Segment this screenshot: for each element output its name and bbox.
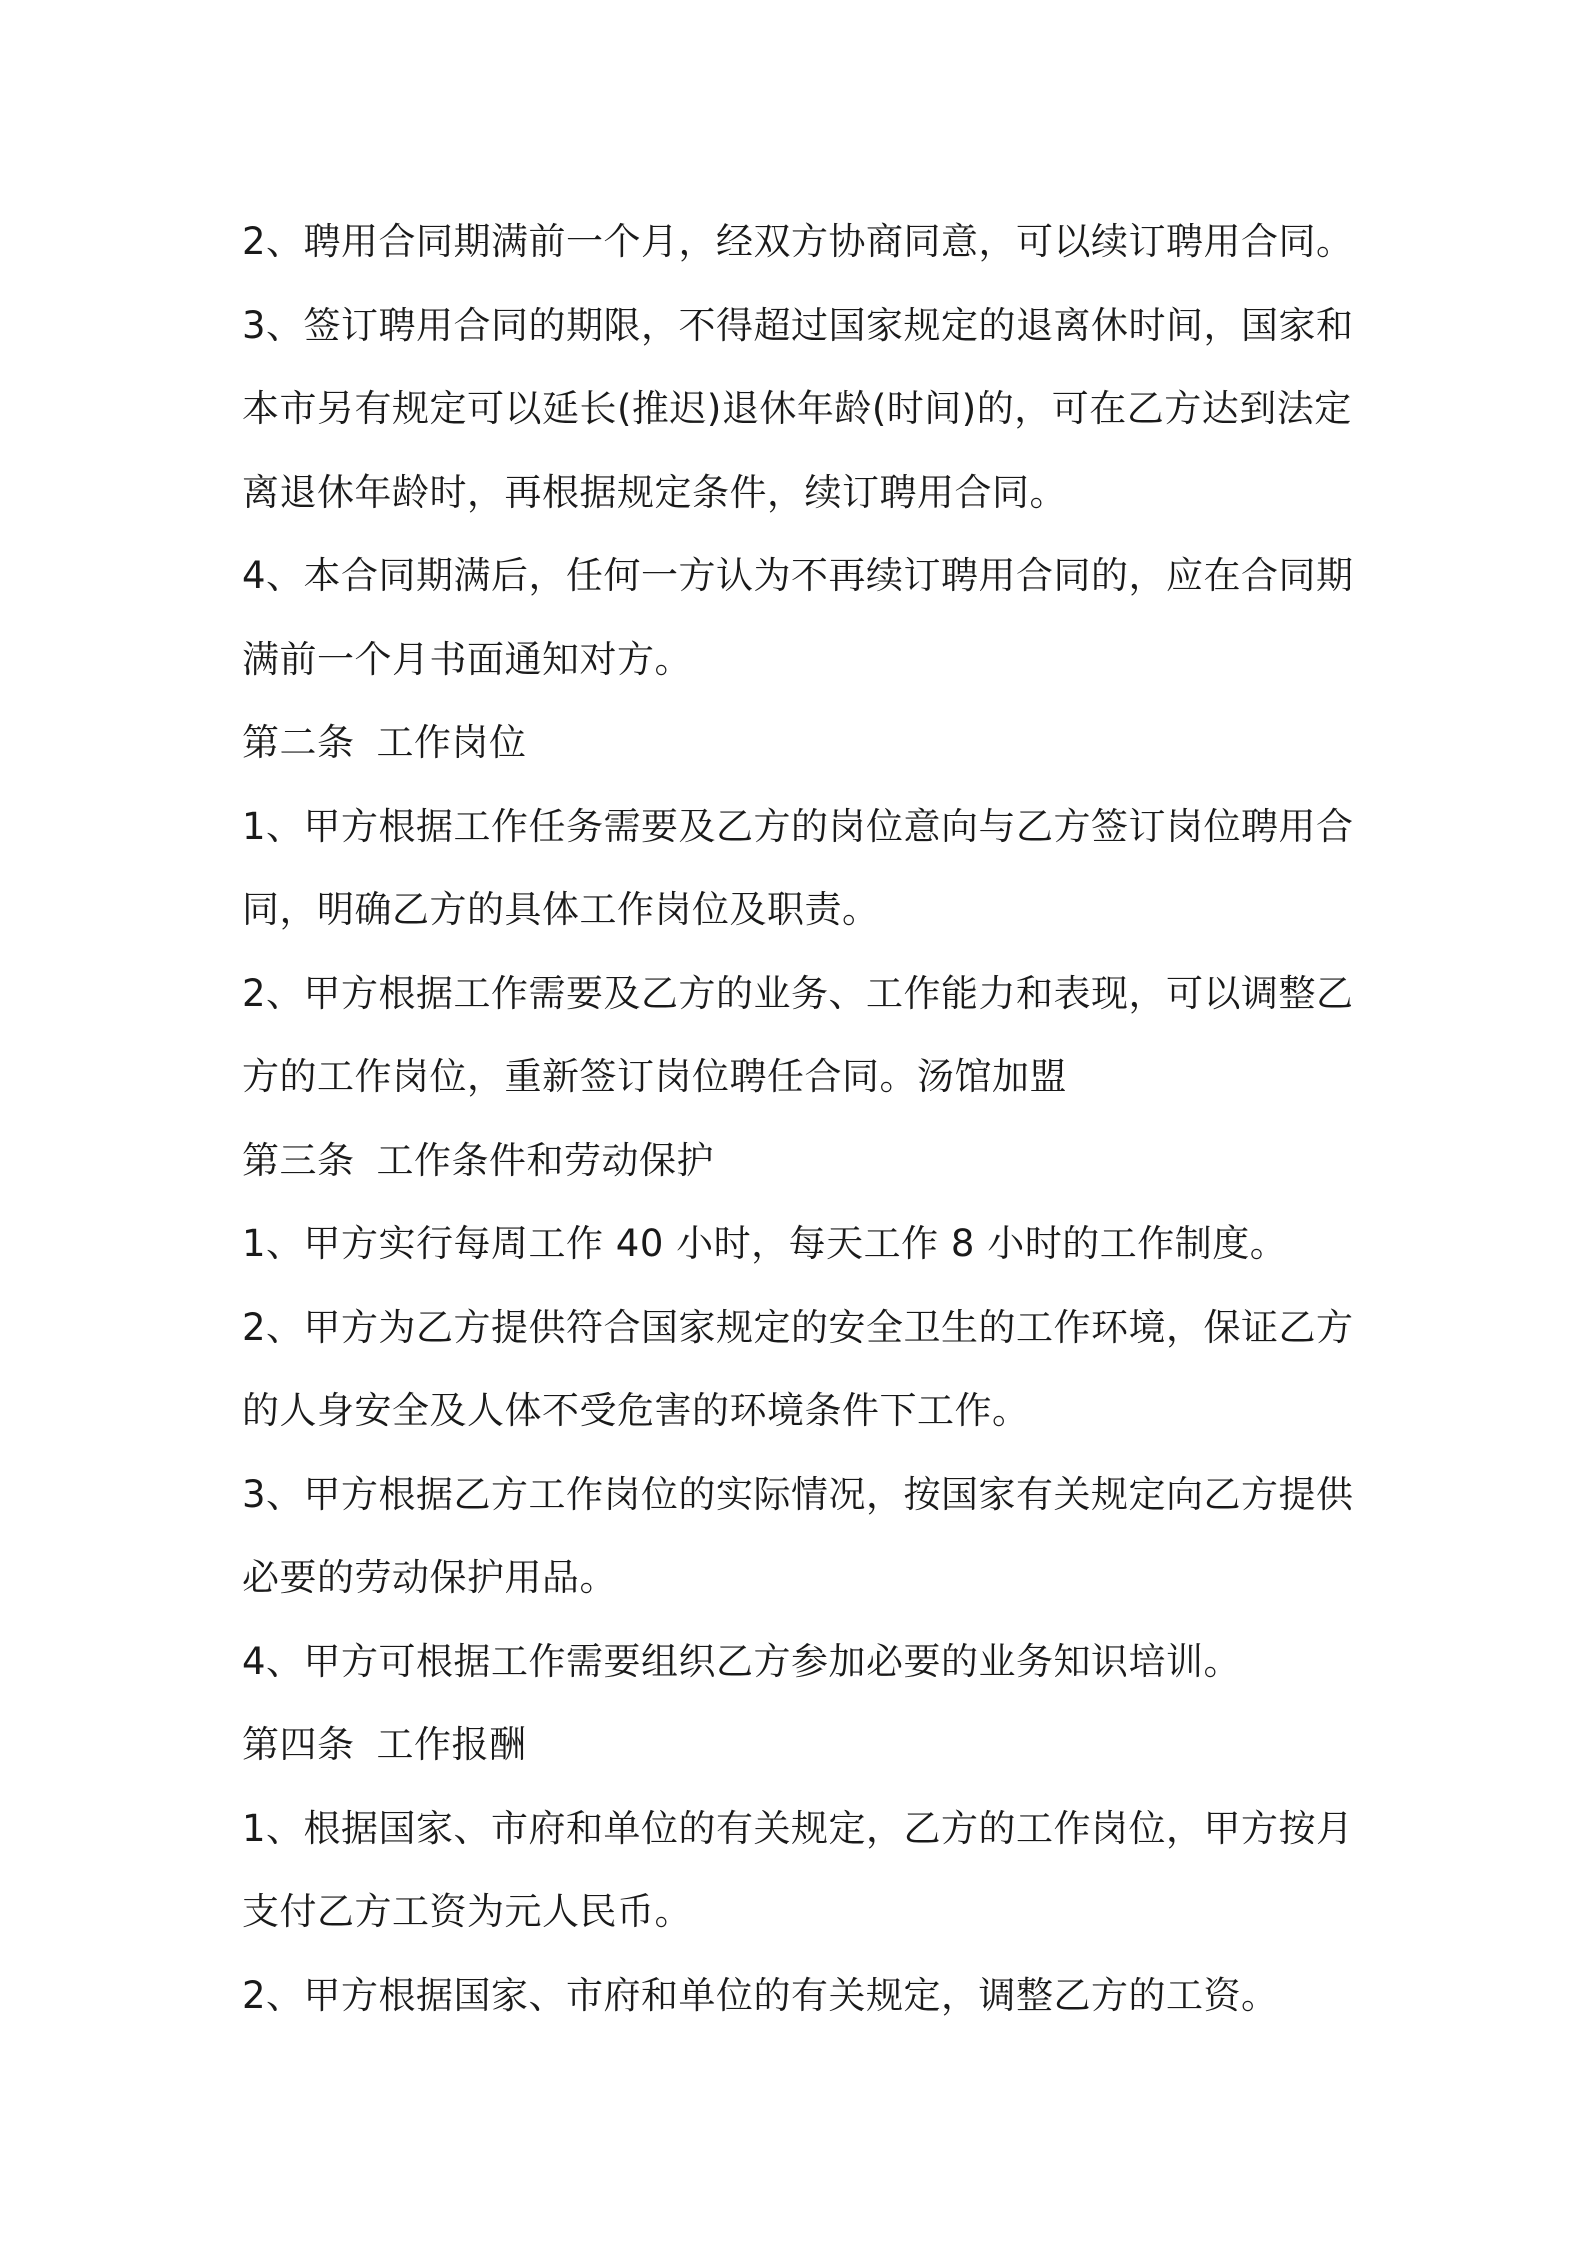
section-heading bbox=[242, 701, 1362, 785]
paragraph-line: 3、甲方根据乙方工作岗位的实际情况，按国家有关规定向乙方提供 bbox=[242, 1472, 1354, 1516]
paragraph-line: 的人身安全及人体不受危害的环境条件下工作。 bbox=[242, 1389, 1030, 1432]
paragraph-line: 4、本合同期满后，任何一方认为不再续订聘用合同的，应在合同期 bbox=[242, 554, 1354, 597]
document-body bbox=[242, 200, 1362, 2037]
paragraph-line: 3、签订聘用合同的期限，不得超过国家规定的退离休时间，国家和 bbox=[242, 303, 1354, 347]
paragraph-line: 同，明确乙方的具体工作岗位及职责。 bbox=[242, 888, 880, 931]
paragraph-line: 2、甲方根据国家、市府和单位的有关规定，调整乙方的工资。 bbox=[242, 1973, 1279, 2017]
paragraph-line: 2、聘用合同期满前一个月，经双方协商同意，可以续订聘用合同。 bbox=[242, 220, 1354, 263]
paragraph-line: 方的工作岗位，重新签订岗位聘任合同。汤馆加盟 bbox=[242, 1055, 1067, 1098]
paragraph-line: 2、甲方为乙方提供符合国家规定的安全卫生的工作环境，保证乙方 bbox=[242, 1305, 1354, 1349]
section-title: 工作岗位 bbox=[376, 721, 527, 764]
paragraph-line: 满前一个月书面通知对方。 bbox=[242, 637, 692, 681]
paragraph-line: 1、甲方实行每周工作 40 小时，每天工作 8 小时的工作制度。 bbox=[242, 1222, 1288, 1265]
paragraph-line: 1、甲方根据工作任务需要及乙方的岗位意向与乙方签订岗位聘用合 bbox=[242, 804, 1354, 848]
section-number: 第三条 bbox=[242, 1138, 355, 1182]
section-heading bbox=[242, 1119, 1362, 1203]
section-title: 工作报酬 bbox=[376, 1723, 527, 1766]
section-heading bbox=[242, 1703, 1362, 1787]
paragraph-line: 本市另有规定可以延长(推迟)退休年龄(时间)的，可在乙方达到法定 bbox=[242, 387, 1352, 430]
paragraph-line: 支付乙方工资为元人民币。 bbox=[242, 1890, 692, 1933]
paragraph-line: 2、甲方根据工作需要及乙方的业务、工作能力和表现，可以调整乙 bbox=[242, 971, 1354, 1015]
paragraph-line: 1、根据国家、市府和单位的有关规定，乙方的工作岗位，甲方按月 bbox=[242, 1806, 1354, 1850]
section-number: 第四条 bbox=[242, 1723, 355, 1766]
paragraph-line: 离退休年龄时，再根据规定条件，续订聘用合同。 bbox=[242, 470, 1067, 514]
paragraph-line: 4、甲方可根据工作需要组织乙方参加必要的业务知识培训。 bbox=[242, 1639, 1242, 1683]
paragraph-line: 必要的劳动保护用品。 bbox=[242, 1556, 617, 1599]
section-title: 工作条件和劳动保护 bbox=[376, 1138, 714, 1182]
section-number: 第二条 bbox=[242, 721, 355, 764]
